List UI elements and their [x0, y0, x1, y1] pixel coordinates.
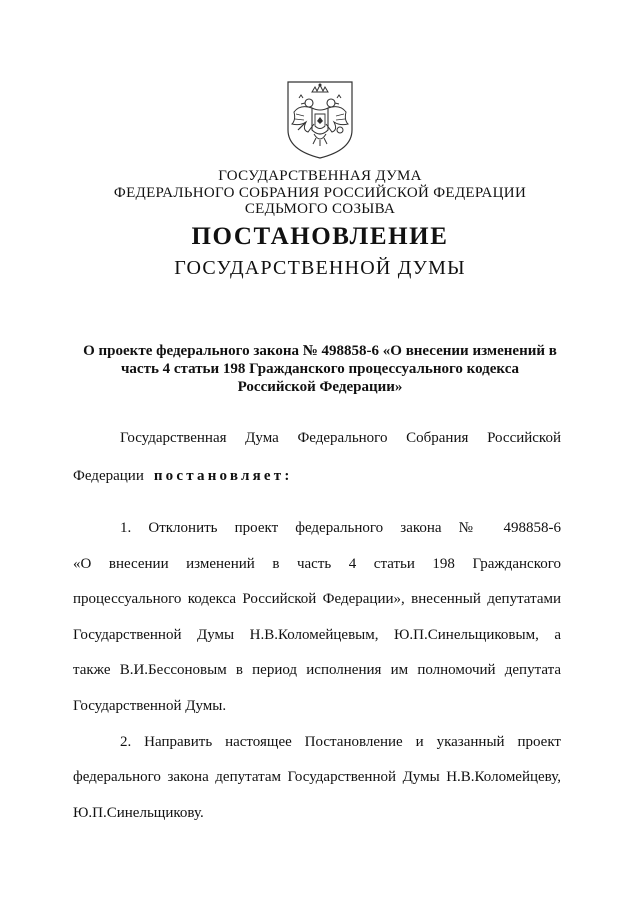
- preamble-line: Государственная Дума Федерального Собрания Российской: [120, 430, 561, 446]
- item-1-line: также В.И.Бессоновым в период исполнения им полномочий депутата: [73, 662, 561, 678]
- subject-line: О проекте федерального закона № 498858-6 «О внесении изменений в: [83, 343, 557, 359]
- item-1-line: Государственной Думы.: [73, 698, 227, 714]
- header-line-convocation: СЕДЬМОГО СОЗЫВА: [244, 201, 396, 217]
- document-title: ПОСТАНОВЛЕНИЕ: [191, 223, 449, 250]
- russian-coat-of-arms-icon: [282, 78, 358, 160]
- item-2-line: 2. Направить настоящее Постановление и указанный проект: [120, 734, 561, 750]
- item-2-line: федерального закона депутатам Государственной Думы Н.В.Коломейцеву,: [73, 769, 561, 785]
- preamble-start: Федерации: [73, 468, 144, 484]
- item-2-line: Ю.П.Синельщикову.: [73, 805, 204, 821]
- subject-line: часть 4 статьи 198 Гражданского процессуального кодекса: [120, 361, 520, 377]
- header-line-federal-assembly: ФЕДЕРАЛЬНОГО СОБРАНИЯ РОССИЙСКОЙ ФЕДЕРАЦИИ: [113, 185, 527, 201]
- item-1-line: процессуального кодекса Российской Федерации», внесенный депутатами: [73, 591, 561, 607]
- header-line-state-duma: ГОСУДАРСТВЕННАЯ ДУМА: [218, 168, 422, 184]
- item-1-line: Государственной Думы Н.В.Коломейцевым, Ю.П.Синельщиковым, а: [73, 627, 561, 643]
- document-subtitle: ГОСУДАРСТВЕННОЙ ДУМЫ: [174, 257, 466, 279]
- item-1-line: «О внесении изменений в часть 4 статьи 198 Гражданского: [73, 556, 561, 572]
- document-subject: [60, 342, 580, 396]
- decision-keyword: постановляет:: [153, 468, 293, 484]
- item-1-line: 1. Отклонить проект федерального закона № 498858-6: [120, 520, 561, 536]
- preamble-line: [73, 466, 561, 486]
- subject-line: Российской Федерации»: [237, 379, 403, 395]
